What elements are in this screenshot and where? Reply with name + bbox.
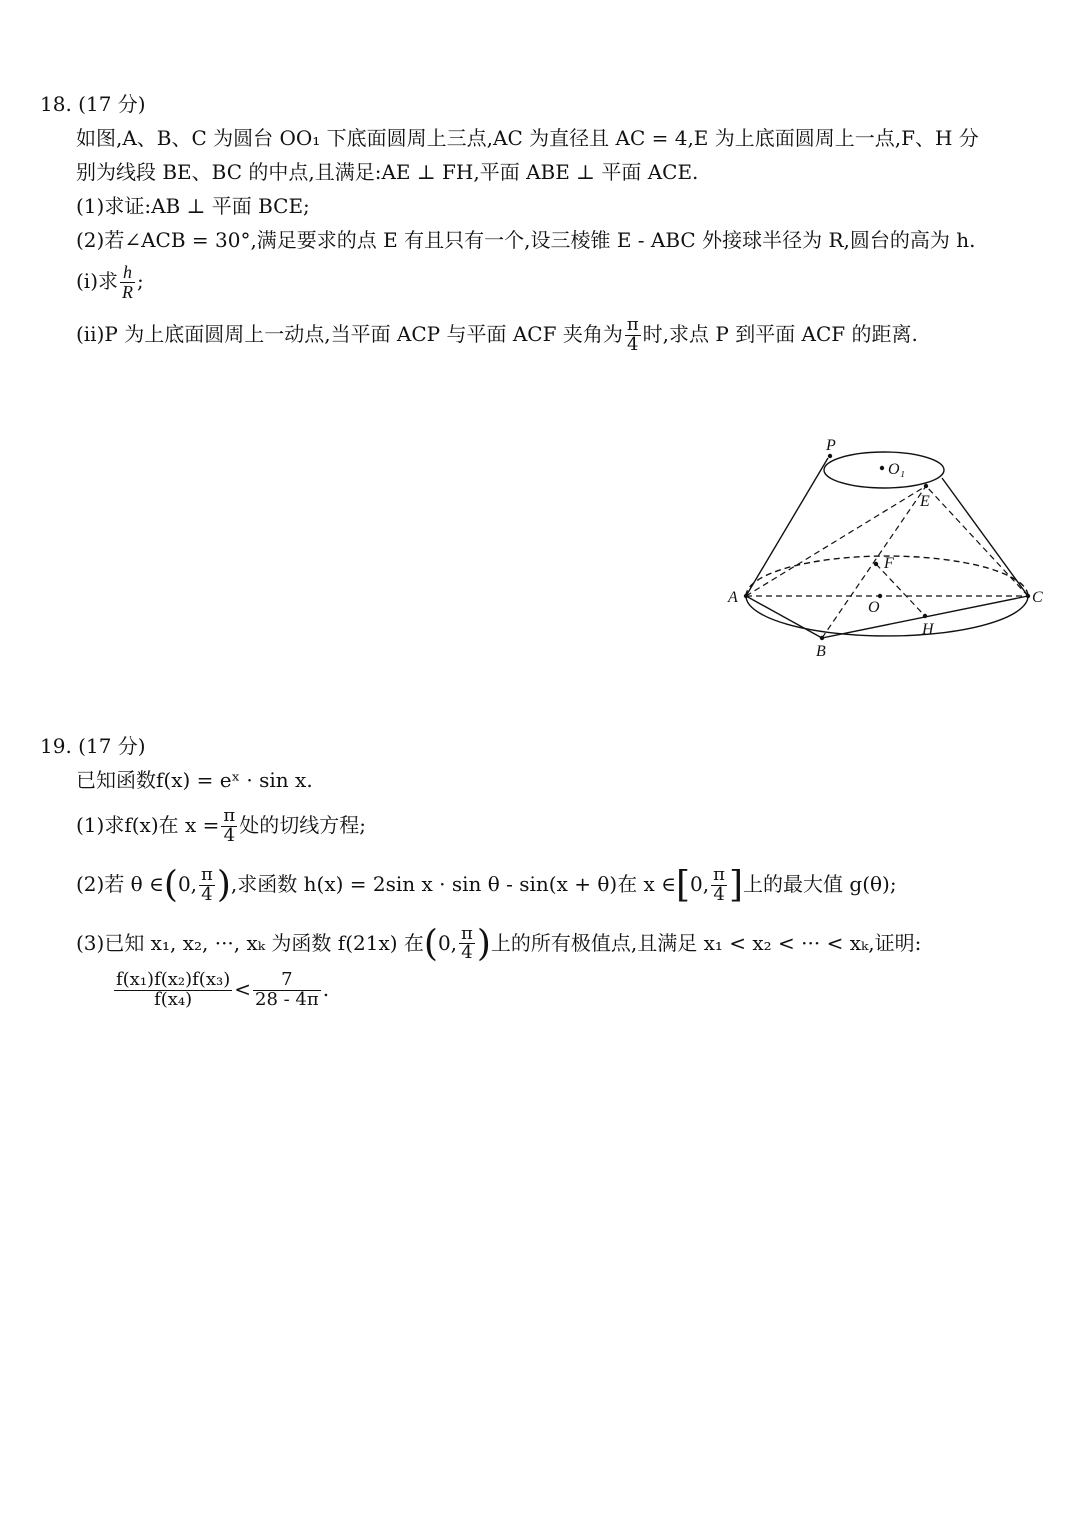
- label-O1: O₁: [888, 461, 906, 478]
- inequality-right-fraction: [253, 971, 321, 1010]
- q19-part2-fraction2: [711, 863, 727, 905]
- segment-CE: [926, 486, 1028, 596]
- inequality-left-fraction: [114, 971, 232, 1010]
- q18-intro-line2: 别为线段 BE、BC 的中点,且满足:AE ⊥ FH,平面 ABE ⊥ 平面 ACE.: [76, 160, 699, 184]
- label-O: O: [868, 599, 880, 616]
- fraction-numerator: 7: [253, 971, 321, 991]
- fraction-numerator: π: [713, 863, 725, 885]
- frustum-figure: [720, 430, 1050, 670]
- q18-header: 18. (17 分): [40, 92, 146, 116]
- question-18: [40, 88, 1050, 355]
- fraction-numerator: π: [626, 313, 639, 335]
- point-B: [820, 636, 824, 640]
- fraction-numerator: π: [223, 805, 236, 826]
- label-H: H: [922, 621, 934, 638]
- label-A: A: [728, 589, 738, 606]
- fraction-numerator: π: [201, 863, 213, 885]
- q19-part1-post: 处的切线方程;: [239, 812, 366, 837]
- q19-part1-pre: (1)求f(x)在 x =: [76, 812, 220, 837]
- close-bracket: ]: [728, 864, 744, 906]
- interval2-start: 0,: [690, 871, 710, 896]
- q18-part2i-post: ;: [137, 268, 144, 293]
- q19-part3: [76, 922, 1050, 964]
- q19-part1: [76, 807, 1050, 846]
- segment-AB: [746, 596, 822, 638]
- label-P: P: [826, 437, 836, 454]
- question-19: [40, 730, 1050, 1010]
- point-A: [744, 594, 748, 598]
- generator-left: [746, 458, 828, 596]
- q19-part2-fraction: [199, 863, 215, 905]
- fraction-denominator: R: [122, 281, 134, 302]
- q19-part2-a: (2)若 θ ∈: [76, 871, 164, 896]
- q18-part2ii: [76, 313, 1050, 355]
- interval-start: 0,: [177, 871, 198, 896]
- point-O: [878, 594, 882, 598]
- fraction-numerator: f(x₁)f(x₂)f(x₃): [116, 969, 231, 991]
- fraction-denominator: 4: [461, 942, 473, 964]
- fraction-denominator: 4: [223, 824, 236, 846]
- segment-AE: [746, 486, 926, 596]
- label-F: F: [884, 555, 894, 572]
- label-E: E: [920, 493, 930, 510]
- fraction-denominator: 4: [201, 883, 213, 905]
- q18-part2ii-pre: (ⅱ)P 为上底面圆周上一动点,当平面 ACP 与平面 ACF 夹角为: [76, 321, 623, 346]
- q19-intro: 已知函数f(x) = eˣ · sin x.: [76, 768, 313, 792]
- q19-part2: [76, 863, 1050, 906]
- q19-part2-c: 上的最大值 g(θ);: [743, 871, 897, 896]
- inequality-end: .: [322, 977, 330, 1002]
- point-H: [923, 614, 927, 618]
- point-O1: [880, 466, 884, 470]
- q18-part2: (2)若∠ACB = 30°,满足要求的点 E 有且只有一个,设三棱锥 E - ABC 外接球半径为 R,圆台的高为 h.: [76, 228, 976, 252]
- q18-part2i-fraction: [120, 263, 135, 302]
- q19-inequality: [112, 971, 1050, 1010]
- point-E: [924, 484, 928, 488]
- label-C: C: [1032, 589, 1043, 606]
- close-paren: ): [476, 922, 491, 964]
- point-C: [1026, 594, 1030, 598]
- interval-start: 0,: [437, 930, 458, 955]
- q19-part3-b: 上的所有极值点,且满足 x₁ < x₂ < ··· < xₖ,证明:: [490, 930, 922, 955]
- fraction-numerator: π: [461, 922, 473, 944]
- open-paren: (: [163, 864, 178, 906]
- label-B: B: [816, 643, 826, 660]
- open-bracket: [: [676, 864, 691, 906]
- fraction-denominator: f(x₄): [154, 989, 193, 1011]
- point-P: [828, 454, 832, 458]
- bottom-base-front: [746, 596, 1028, 636]
- fraction-denominator: 4: [713, 883, 725, 905]
- fraction-denominator: 4: [627, 333, 639, 355]
- fraction-numerator: h: [120, 263, 135, 283]
- q19-part1-fraction: [221, 807, 237, 846]
- q19-part3-fraction: [459, 922, 475, 964]
- q18-part2i-pre: (ⅰ)求: [76, 268, 119, 293]
- q19-part2-b: ,求函数 h(x) = 2sin x · sin θ - sin(x + θ)在 x ∈: [230, 871, 676, 896]
- q18-part2ii-fraction: [625, 313, 641, 355]
- inequality-operator: <: [234, 977, 251, 1002]
- close-paren: ): [216, 864, 231, 906]
- generator-right: [942, 478, 1028, 596]
- q18-part1: (1)求证:AB ⊥ 平面 BCE;: [76, 194, 310, 218]
- point-F: [874, 562, 878, 566]
- q18-part2i: [76, 263, 1050, 302]
- open-paren: (: [423, 922, 438, 964]
- fraction-denominator: 28 - 4π: [255, 989, 319, 1011]
- top-base-ellipse: [824, 452, 944, 488]
- q18-part2ii-post: 时,求点 P 到平面 ACF 的距离.: [642, 321, 918, 346]
- q19-part3-a: (3)已知 x₁, x₂, ···, xₖ 为函数 f(21x) 在: [76, 930, 424, 955]
- q19-header: 19. (17 分): [40, 734, 146, 758]
- q18-intro-line1: 如图,A、B、C 为圆台 OO₁ 下底面圆周上三点,AC 为直径且 AC = 4,E 为上底面圆周上一点,F、H 分: [76, 126, 979, 150]
